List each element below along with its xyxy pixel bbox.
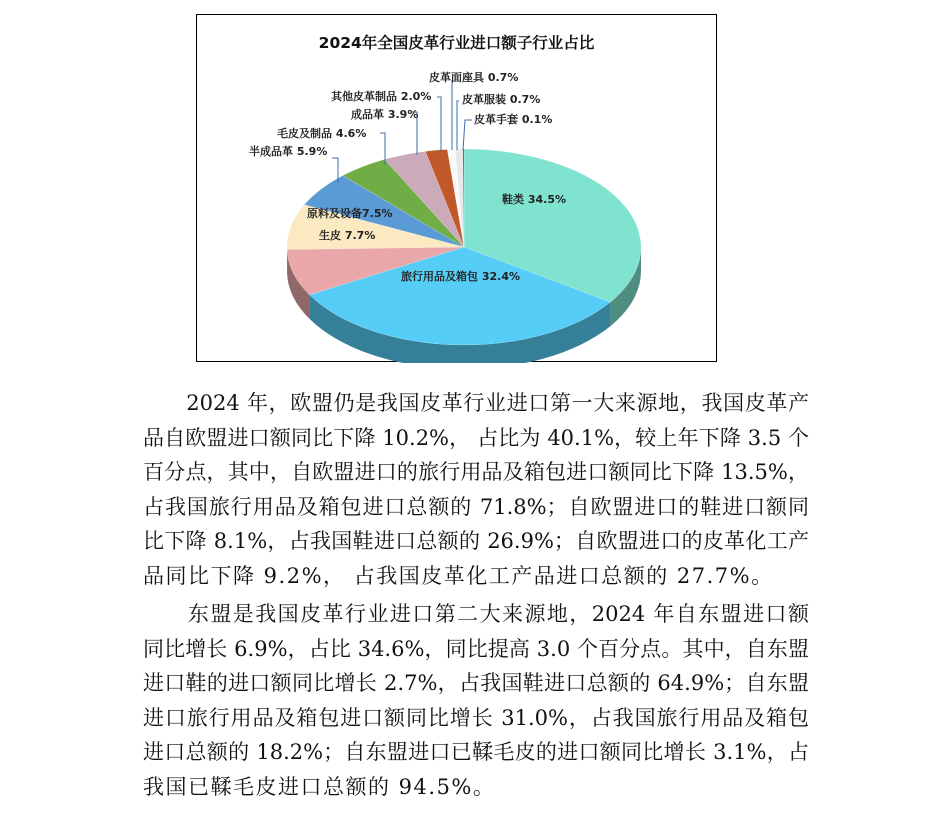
slice-label: 皮革服装 0.7% <box>462 93 541 106</box>
text-line: 比下降 8.1%，占我国鞋进口总额的 26.9%；自欧盟进口的皮革化工产 <box>143 529 809 553</box>
text-line: 我国已鞣毛皮进口总额的 94.5%。 <box>143 774 496 799</box>
text-line: 占我国旅行用品及箱包进口总额的 71.8%；自欧盟进口的鞋进口额同 <box>143 494 809 519</box>
text-line: 进口总额的 18.2%；自东盟进口已鞣毛皮的进口额同比增长 3.1%，占 <box>143 740 809 764</box>
slice-label: 皮革手套 0.1% <box>474 113 553 126</box>
slice-label: 鞋类 34.5% <box>502 193 566 206</box>
text-line: 同比增长 6.9%，占比 34.6%，同比提高 3.0 个百分点。其中，自东盟 <box>143 636 809 661</box>
text-line: 品自欧盟进口额同比下降 10.2%， 占比为 40.1%，较上年下降 3.5 个 <box>143 425 809 450</box>
slice-label: 成品革 3.9% <box>351 108 419 121</box>
slice-label: 半成品革 5.9% <box>249 145 328 158</box>
paragraph-asean <box>143 597 809 804</box>
slice-label: 旅行用品及箱包 32.4% <box>401 270 520 283</box>
leader-line <box>457 101 459 150</box>
pie-canvas <box>197 15 718 363</box>
chart-title: 2024年全国皮革行业进口额子行业占比 <box>318 34 595 52</box>
text-line: 进口旅行用品及箱包进口额同比增长 31.0%，占我国旅行用品及箱包 <box>143 705 809 730</box>
slice-label: 其他皮革制品 2.0% <box>331 90 432 103</box>
text-line: 进口鞋的进口额同比增长 2.7%，占我国鞋进口总额的 64.9%；自东盟 <box>143 671 809 695</box>
leader-line <box>463 120 472 150</box>
text-line: 东盟是我国皮革行业进口第二大来源地，2024 年自东盟进口额 <box>143 602 809 626</box>
slice-label: 原料及设备7.5% <box>307 207 393 220</box>
body-text <box>143 386 809 808</box>
leader-line <box>437 97 441 152</box>
text-line: 2024 年，欧盟仍是我国皮革行业进口第一大来源地，我国皮革产 <box>143 391 809 415</box>
paragraph-eu <box>143 386 809 593</box>
text-line: 品同比下降 9.2%， 占我国皮革化工产品进口总额的 27.7%。 <box>143 563 774 588</box>
slice-label: 毛皮及制品 4.6% <box>277 127 367 140</box>
text-line: 百分点，其中，自欧盟进口的旅行用品及箱包进口额同比下降 13.5%， <box>143 460 809 484</box>
slice-label: 皮革面座具 0.7% <box>429 71 519 84</box>
pie-chart <box>196 14 717 362</box>
slice-label: 生皮 7.7% <box>319 229 376 242</box>
